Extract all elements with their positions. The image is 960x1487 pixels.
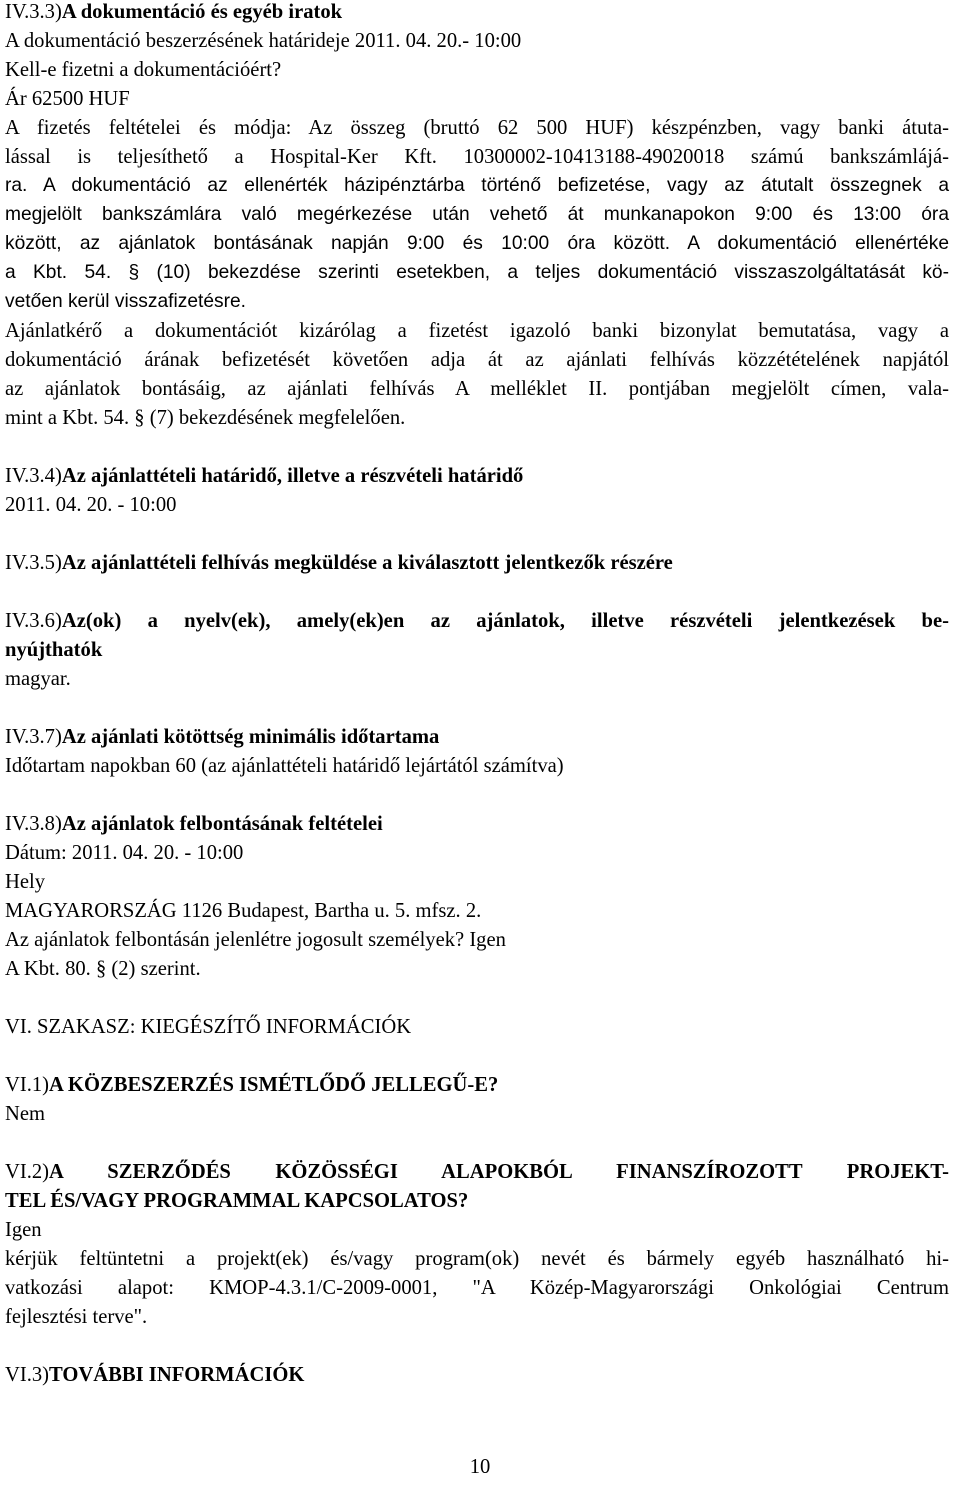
text-line: Kell-e fizetni a dokumentációért?: [5, 59, 282, 81]
text-line: MAGYARORSZÁG 1126 Budapest, Bartha u. 5. mfsz. 2.: [5, 900, 482, 922]
section-heading-iv-3-5: [5, 553, 673, 574]
section-heading-iv-3-6: [5, 611, 949, 632]
section-title: Az ajánlatok felbontásának feltételei: [61, 813, 383, 835]
text-line: megjelölt bankszámlára való megérkezése után vehető át munkanapokon 9:00 és 13:00 óra: [5, 204, 949, 225]
section-title-continued: [5, 640, 102, 661]
section-title: Az ajánlattételi felhívás megküldése a kiválasztott jelentkezők részére: [61, 552, 673, 574]
section-number: IV.3.5): [5, 552, 62, 574]
section-heading-iv-3-4: [5, 466, 523, 487]
text-line: vetően kerül visszafizetésre.: [5, 291, 247, 312]
text-line: között, az ajánlatok bontásának napján 9:00 és 10:00 óra között. A dokumentáció ellenértéke: [5, 233, 949, 254]
text-line: A dokumentáció beszerzésének határideje 2011. 04. 20.- 10:00: [5, 30, 522, 52]
text-line: A Kbt. 80. § (2) szerint.: [5, 958, 201, 980]
text-line: Ár 62500 HUF: [5, 88, 130, 110]
section-title: A dokumentáció és egyéb iratok: [61, 1, 343, 23]
section-heading-vi-1: [5, 1075, 498, 1096]
section-number: VI.1): [5, 1074, 50, 1096]
section-number: VI.3): [5, 1364, 50, 1386]
section-title: TOVÁBBI INFORMÁCIÓK: [49, 1364, 305, 1386]
text-line: mint a Kbt. 54. § (7) bekezdésének megfelelően.: [5, 407, 406, 429]
text-line: fejlesztési terve".: [5, 1306, 148, 1328]
text-line: Hely: [5, 871, 46, 893]
section-title: A SZERZŐDÉS KÖZÖSSÉGI ALAPOKBÓL FINANSZÍROZOTT PROJEKT-: [49, 1161, 949, 1183]
section-title: Az ajánlattételi határidő, illetve a részvételi határidő: [61, 465, 524, 487]
section-title-continued: [5, 1191, 468, 1212]
section-number: IV.3.7): [5, 726, 62, 748]
text-line: Az ajánlatok felbontásán jelenlétre jogosult személyek? Igen: [5, 929, 506, 951]
section-heading-iv-3-7: [5, 727, 439, 748]
section-title: Az ajánlati kötöttség minimális időtartama: [61, 726, 440, 748]
section-number: IV.3.6): [5, 610, 62, 632]
text-line: lással is teljesíthető a Hospital-Ker Kft. 10300002-10413188-49020018 számú bankszámlájá-: [5, 146, 949, 168]
text-line: Ajánlatkérő a dokumentációt kizárólag a fizetést igazoló banki bizonylat bemutatása, vagy a: [5, 320, 949, 342]
section-heading-iv-3-8: [5, 814, 383, 835]
text-line: dokumentáció árának befizetését követően adja át az ajánlati felhívás közzétételének napjától: [5, 349, 949, 371]
text-line: az ajánlatok bontásáig, az ajánlati felhívás A melléklet II. pontjában megjelölt címen, vala-: [5, 378, 949, 400]
section-heading-vi-3: [5, 1365, 304, 1386]
part-heading: VI. SZAKASZ: KIEGÉSZÍTŐ INFORMÁCIÓK: [5, 1016, 412, 1038]
text-line: magyar.: [5, 668, 71, 690]
section-number: IV.3.8): [5, 813, 62, 835]
text-line: a Kbt. 54. § (10) bekezdése szerinti esetekben, a teljes dokumentáció visszaszolgáltatását kö-: [5, 262, 949, 283]
text-line: Igen: [5, 1219, 42, 1241]
section-title: nyújthatók: [5, 639, 103, 661]
section-heading-vi-2: [5, 1162, 949, 1183]
text-line: Dátum: 2011. 04. 20. - 10:00: [5, 842, 244, 864]
text-line: Időtartam napokban 60 (az ajánlattételi határidő lejártától számítva): [5, 755, 564, 777]
text-line: kérjük feltüntetni a projekt(ek) és/vagy program(ok) nevét és bármely egyéb használható hi-: [5, 1248, 949, 1270]
text-line: Nem: [5, 1103, 46, 1125]
section-number: IV.3.4): [5, 465, 62, 487]
section-title: A KÖZBESZERZÉS ISMÉTLŐDŐ JELLEGŰ-E?: [49, 1074, 499, 1096]
text-line: 2011. 04. 20. - 10:00: [5, 494, 177, 516]
section-title: TEL ÉS/VAGY PROGRAMMAL KAPCSOLATOS?: [5, 1190, 469, 1212]
text-line: vatkozási alapot: KMOP-4.3.1/C-2009-0001, "A Közép-Magyarországi Onkológiai Centrum: [5, 1277, 949, 1299]
text-line: ra. A dokumentáció az ellenérték házipénztárba történő befizetése, vagy az átutalt összegnek a: [5, 175, 949, 196]
page-number: 10: [469, 1456, 491, 1478]
section-number: VI.2): [5, 1161, 50, 1183]
section-heading-iv-3-3: [5, 2, 342, 23]
section-title: Az(ok) a nyelv(ek), amely(ek)en az ajánlatok, illetve részvételi jelentkezések be-: [61, 610, 949, 632]
text-line: A fizetés feltételei és módja: Az összeg (bruttó 62 500 HUF) készpénzben, vagy banki átuta-: [5, 117, 949, 139]
section-number: IV.3.3): [5, 1, 62, 23]
